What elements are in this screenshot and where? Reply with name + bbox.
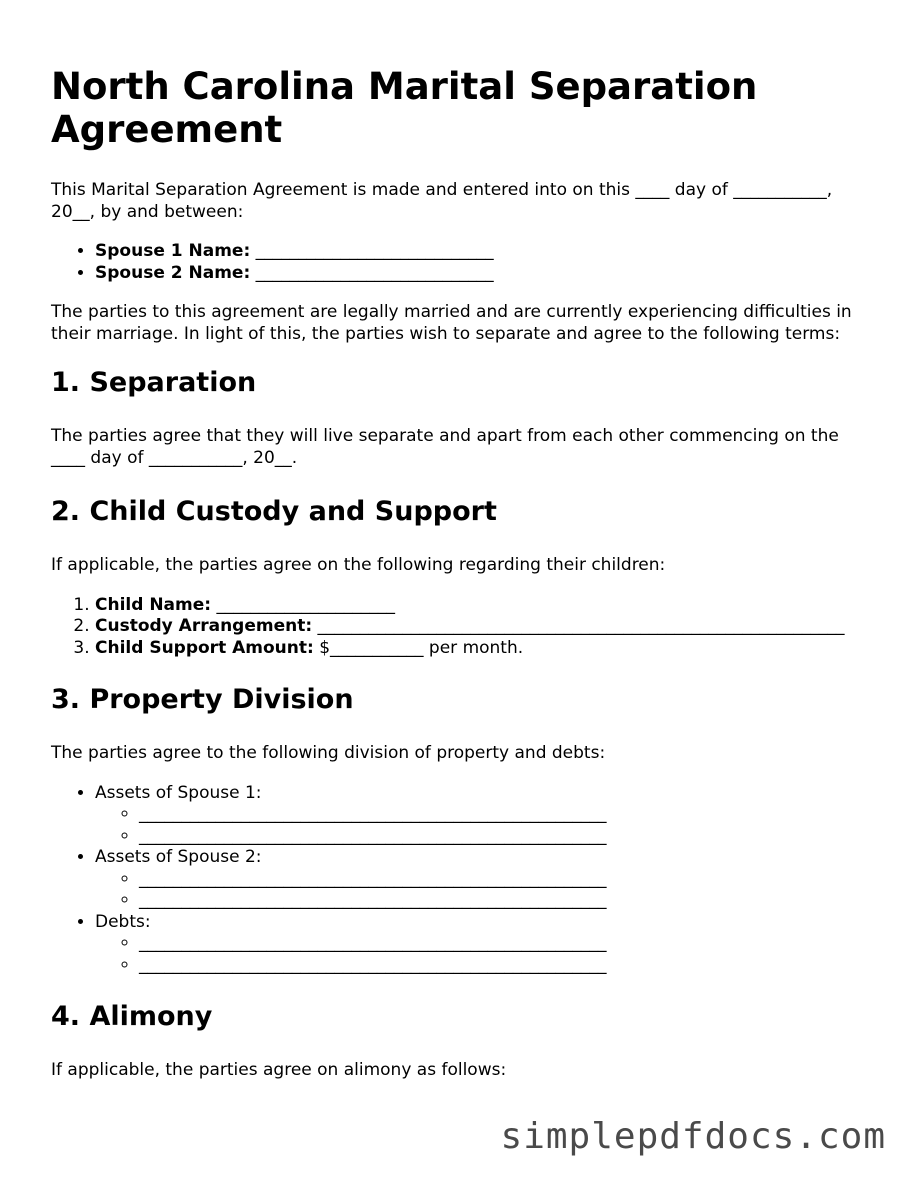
watermark: simplepdfdocs.com bbox=[500, 1116, 886, 1157]
blank-line: ◦ _______________________________________________________ bbox=[139, 955, 861, 977]
assets-spouse-2-lines bbox=[95, 869, 861, 912]
section-alimony-title: 4. Alimony bbox=[51, 1001, 213, 1032]
custody-list bbox=[51, 595, 861, 660]
blank-line: ◦ _______________________________________________________ bbox=[139, 826, 861, 848]
debts-lines bbox=[95, 933, 861, 976]
assets-spouse-1-label: Assets of Spouse 1: bbox=[95, 782, 262, 803]
parties-paragraph: The parties to this agreement are legally married and are currently experiencing difficulties in their marriage. In light of this, the parties wish to separate and agree to the following terms: bbox=[51, 302, 852, 344]
custody-arrangement-label: Custody Arrangement: bbox=[95, 616, 313, 636]
section-property-text: The parties agree to the following division of property and debts: bbox=[51, 743, 606, 763]
spouse-list bbox=[51, 241, 861, 284]
debts-label: Debts: bbox=[95, 911, 151, 932]
property-list bbox=[51, 783, 861, 977]
property-group bbox=[95, 847, 861, 912]
section-separation-title: 1. Separation bbox=[51, 367, 257, 398]
intro-paragraph: This Marital Separation Agreement is made and entered into on this ____ day of ___________, 20__, by and between: bbox=[51, 180, 833, 222]
child-support-item bbox=[95, 638, 861, 660]
blank-line: ◦ _______________________________________________________ bbox=[139, 933, 861, 955]
assets-spouse-1-lines bbox=[95, 804, 861, 847]
section-custody-title: 2. Child Custody and Support bbox=[51, 496, 497, 527]
child-support-blank: $___________ per month. bbox=[319, 637, 524, 658]
document-page bbox=[51, 0, 861, 1082]
spouse-2-label: Spouse 2 Name: bbox=[95, 262, 251, 283]
child-name-label: Child Name: bbox=[95, 594, 212, 615]
custody-arrangement-item bbox=[95, 616, 861, 638]
blank-line: ◦ _______________________________________________________ bbox=[139, 890, 861, 912]
document-title: North Carolina Marital Separation Agreement bbox=[51, 65, 758, 151]
child-name-item bbox=[95, 595, 861, 617]
spouse-2-name-blank: ____________________________ bbox=[255, 262, 494, 283]
section-alimony-text: If applicable, the parties agree on alimony as follows: bbox=[51, 1060, 507, 1080]
property-group bbox=[95, 912, 861, 977]
spouse-1-label: Spouse 1 Name: bbox=[95, 241, 251, 261]
section-separation-text: The parties agree that they will live separate and apart from each other commencing on the ____ day of ___________, 20__. bbox=[51, 426, 839, 468]
property-group bbox=[95, 783, 861, 848]
spouse-1-name-blank: ____________________________ bbox=[255, 241, 494, 261]
child-name-blank: _____________________ bbox=[216, 594, 395, 615]
spouse-1-item bbox=[95, 241, 861, 263]
assets-spouse-2-label: Assets of Spouse 2: bbox=[95, 847, 262, 867]
custody-arrangement-blank: ______________________________________________________________ bbox=[317, 616, 845, 636]
section-property-title: 3. Property Division bbox=[51, 684, 354, 715]
blank-line: ◦ _______________________________________________________ bbox=[139, 869, 861, 891]
blank-line: ◦ _______________________________________________________ bbox=[139, 804, 861, 826]
child-support-label: Child Support Amount: bbox=[95, 637, 314, 658]
spouse-2-item bbox=[95, 263, 861, 285]
section-custody-text: If applicable, the parties agree on the following regarding their children: bbox=[51, 555, 666, 575]
